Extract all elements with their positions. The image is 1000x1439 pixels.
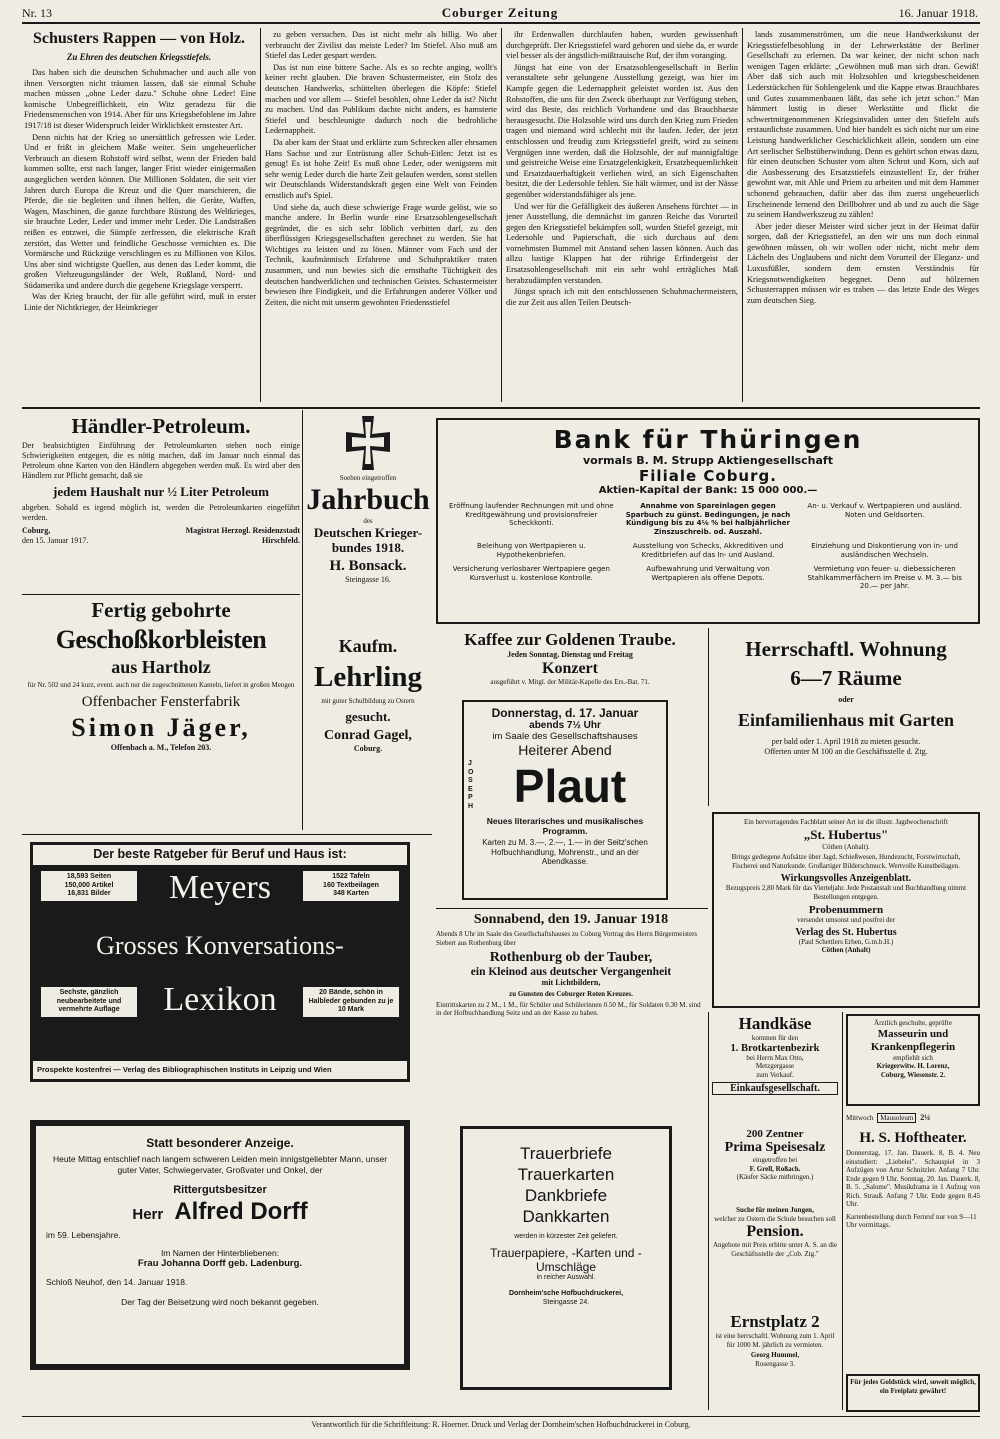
plaut-sub: Neues literarisches und musikalisches Programm.	[486, 816, 644, 836]
feldgrau-text: Für jedes Goldstück wird, soweit möglich, ein Freiplatz gewährt!	[850, 1378, 976, 1395]
meyers-stat-right: 1522 Tafeln	[332, 873, 370, 880]
lecture-date: Sonnabend, den 19. Januar 1918	[473, 912, 669, 927]
bank-service: Annahme von Spareinlagen gegen Sparbuch zu günst. Bedingungen, je nach Kündigung bis zu 4⅛ % bei halbjährlicher Zinszuschreib. od. Auszahl.	[625, 502, 791, 536]
hubertus-verlag: Verlag des St. Hubertus	[795, 926, 897, 938]
wohnung-l6: Offerten unter M 100 an die Geschäftsstelle d. Ztg.	[764, 747, 928, 756]
bank-service: Versicherung verlosbarer Wertpapiere gegen Kursverlust u. kostenlose Kontrolle.	[452, 565, 610, 582]
geschoss-l1: Fertig gebohrte	[91, 598, 231, 622]
ad-petroleum	[22, 414, 300, 594]
speisesalz-l5: (Käufer Säcke mitbringen.)	[736, 1173, 814, 1181]
wohnung-l5: per bald oder 1. April 1918 zu mieten gesucht.	[771, 737, 921, 746]
plaut-name: Plaut	[513, 760, 627, 812]
kaffee-konzert: Konzert	[542, 660, 598, 677]
ad-mausoleum	[846, 1108, 980, 1128]
kaffee-title: Kaffee zur Goldenen Traube.	[464, 630, 676, 649]
petroleum-body-1: Der beabsichtigten Einführung der Petroleumkarten stehen noch einige Schwierigkeiten entgegen, die es nötig machen, daß im Januar noch einmal das Petroleum ohne Karten von den Händlern abgegeben werden muß. Es wird aber den Händlern zur Pflicht gemacht, daß sie	[22, 441, 300, 480]
ad-geschoss	[22, 598, 300, 830]
meyers-header: Der beste Ratgeber für Beruf und Haus ist:	[93, 847, 347, 861]
bank-service: Beleihung von Wertpapieren u. Hypothekenbriefen.	[477, 542, 586, 559]
handkaese-l3: bei Herrn Max Otto,	[746, 1053, 804, 1062]
wohnung-l1: Herrschaftl. Wohnung	[745, 637, 947, 661]
lecture-title-2: ein Kleinod aus deutscher Vergangenheit	[470, 966, 672, 978]
article-col-4: lands zusammenströmen, um die neue Handwerkskunst der Kriegsstiefelbesohlung in der Lehrwerkstätte der Berliner Gesellschaft zu erlernen. Da war keiner, der nicht schon nach wenigen Tagen erklärte: „Gewöhnen muß man sich dran. Gewiß! Aber daß sich auch mit Holzsohlen und kriegsbescheidenen Lederstückchen für Sohlengelenk und die Kappe etwas Brauchbares und Gutes zusammenbauen läßt, das sehe ich jetzt schon." Man hämmert lustig in dieser Werkstätte und flickt die schwertmitgenommenen Kriegsinvaliden unter den Stiefeln aufs erstaunlichste zusammen. Und hier handelt es sich nicht nur um eine Leistung handwerklicher Geschicklichkeit allein, sondern um eine Art seelischer Selbstüberwindung. Denn es gehört schon etwas dazu, für einen deutschen Schuster vom alten Schrot und Korn, sich auf die Ausbesserung des Ersatzstiefels einzustellen! Er, der früher gewohnt war, mit Ahle und Priem zu arbeiten und mit dem Hammer schonend gebrauchen, dafür aber das ihm zuerst ungeheuerlich Erscheinende lernend den Drillbohrer und ab und zu auch die Säge zu seinem Handwerkszeug zu zählen! Aber jeder dieser Meister wird sicher jetzt in der Heimat dafür sorgen, daß der Kriegsstiefel, an den wir uns nun doch einmal gewöhnen müssen, ob wir wollen oder nicht, nicht mehr dem Lächeln des Unglaubens und nicht dem Vorurteil der Eleganz- und Luxusfüßler, sondern dem ernsten Verständnis für Kriegsnotwendigkeiten begegnet. Denn auf hölzernen Schusterrappen müssen wir es traben — das letzte Ende des Weges zum deutschen Sieg.	[747, 30, 979, 305]
death-name: Alfred Dorff	[174, 1198, 308, 1225]
theater-text: Donnerstag, 17. Jan. Dauerk. 8, B. 4. Neu einstudiert: „Liebelei". Schauspiel in 3 Aufzügen von Artur Schnitzler. Anfang 7 Uhr. Ende gegen 9 Uhr. Sonntag, 20. Jan. Dauerk. 8, B. 5. „Salome". Musikdrama in 1 Aufzug von Rich. Strauß. Anfang 7 Uhr. Ende gegen 8.45 Uhr.	[846, 1149, 980, 1208]
wohnung-l4: Einfamilienhaus mit Garten	[737, 710, 954, 730]
ad-kaffee	[436, 630, 704, 692]
death-l2: Im Namen der Hinterbliebenen:	[160, 1248, 280, 1258]
meyers-footer: Prospekte kostenfrei — Verlag des Bibliographischen Instituts in Leipzig und Wien	[37, 1065, 332, 1074]
petroleum-place: Coburg,	[22, 526, 51, 535]
article-col-2: zu geben versuchen. Das ist nicht mehr als billig. Wo aber verbraucht der Zivilist das meiste Leder? Im Stiefel. Also muß am Stiefel das Leder gespart werden. Das ist nun eine bittere Sache. Als es so rechte anging, wollt's keiner recht glauben. Die braven Schustermeister, ein Stolz des deutschen Handwerks, schüttelten überlegen die Köpfe: Stiefel machen und vor allem — Stiefel besohlen, ohne Leder da ist? Nicht zu machen. Und das Publikum dachte nicht anders, es hamsterte Stiefel und beschleunigte dadurch noch die bedrohliche Ledernappheit. Da aber kam der Staat und erklärte zum Schrecken aller ehrsamen Hans Sachse und zur Entrüstung aller Schuh-Eitlen: Jetzt ist es genug! Es ist hohe Zeit! Es muß ohne Leder, oder wenigstens mit sehr wenig Leder durch die harte Zeit gelaufen werden, sonst stellen wir Deutschlands Widerstandskraft gegen eine Welt von Feinden ernstlich auf's Spiel. Und siehe da, auch diese schwierige Frage wurde gelöst, wie so manche andere. In Berlin wurde eine Ersatzsohlengesellschaft gegründet, die es sich sehr löblich verbitten darf, zu den überflüssigen Kriegsgesellschaften gerechnet zu werden. Sie hat Wichtiges zu leisten und zu lösen. Männer vom Fach und der Technik, kaufmännisch Erfahrene und Schuhpraktiker traten zusammen, und nun bewies sich die ernsthafte Tüchtigkeit des deutschen handwerklichen und technischen Geistes. Schustermeister bewiesen ihre Findigkeit, und die Erfahrungen anderer Völker und Zeiten, die nicht mit unserm gewohnten Friedensstiefel	[265, 30, 497, 307]
bank-capital: Aktien-Kapital der Bank: 15 000 000.—	[598, 485, 818, 496]
plaut-tickets: Karten zu M. 3.—, 2.—, 1.— in der Seitz'schen Hofbuchhandlung, Mohrenstr., und an der Abendkasse.	[482, 838, 648, 866]
meyers-stat-right: 160 Textbeilagen	[323, 881, 379, 889]
geschoss-l7: Offenbach a. M., Telefon 203.	[110, 742, 212, 752]
hubertus-city: Cöthen (Anhalt)	[821, 946, 871, 954]
geschoss-l3: aus Hartholz	[111, 657, 211, 677]
jahrbuch-des: des	[363, 516, 373, 525]
trauer-l4: in reicher Auswahl.	[536, 1273, 596, 1281]
petroleum-emph: jedem Haushalt nur ½ Liter Petroleum	[53, 484, 269, 499]
hubertus-place: Cöthen (Anhalt).	[822, 842, 870, 851]
lecture-l5: Eintrittskarten zu 2 M., 1 M., für Schüler und Schülerinnen 0.50 M., für Soldaten 0.30 M. sind in der Hofbuchhandlung Seitz und an der Kasse zu haben.	[436, 1000, 701, 1017]
lecture-l3: mit Lichtbildern,	[541, 978, 601, 987]
iron-cross-icon	[342, 414, 394, 472]
hubertus-price: Bezugspreis 2,80 Mark für das Vierteljahr. Jede Postanstalt und Buchhandlung nimmt Bestellungen entgegen.	[725, 884, 967, 901]
ad-trauer	[460, 1126, 672, 1390]
lehrling-l1: Kaufm.	[338, 636, 398, 656]
death-herr: Herr	[132, 1206, 164, 1223]
ad-bank	[436, 418, 980, 624]
meyers-stat-left: 150,000 Artikel	[64, 881, 114, 889]
wohnung-l2: 6—7 Räume	[790, 666, 902, 690]
handkaese-l2: 1. Brotkartenbezirk	[730, 1042, 820, 1054]
ad-masseurin	[846, 1014, 980, 1106]
kaffee-days: Jeden Sonntag, Dienstag und Freitag	[507, 650, 633, 659]
ad-meyers	[30, 842, 410, 1082]
theater-title: H. S. Hoftheater.	[859, 1130, 967, 1146]
speisesalz-l2: Prima Speisesalz	[724, 1140, 826, 1155]
lehrling-l2: Lehrling	[314, 661, 422, 693]
masthead-title: Coburger Zeitung	[441, 5, 559, 20]
lehrling-l6: Coburg.	[353, 743, 383, 753]
jahrbuch-intro: Soeben eingetroffen	[339, 474, 397, 482]
ernstplatz-body: ist eine herrschaftl. Wohnung zum 1. April für 1000 M. jährlich zu vermieten.	[715, 1332, 835, 1349]
pension-l1: Suche für meinen Jungen,	[736, 1206, 814, 1214]
geschoss-l5: Offenbacher Fensterfabrik	[81, 693, 241, 710]
article-subhead: Zu Ehren des deutschen Kriegsstiefels.	[66, 52, 212, 62]
ad-hubertus	[712, 812, 980, 1008]
ad-plaut	[462, 700, 668, 900]
jahrbuch-title: Jahrbuch	[306, 482, 430, 516]
handkaese-title: Handkäse	[738, 1014, 812, 1033]
ad-jahrbuch	[306, 414, 430, 614]
masseurin-l1: Ärztlich geschulte, geprüfte	[874, 1019, 952, 1027]
bank-service: Einziehung und Diskontierung von in- und ausländischen Wechseln.	[811, 542, 959, 559]
lecture-l2: Abends 8 Uhr im Saale des Gesellschaftshauses zu Coburg Vortrag des Herrn Bürgermeisters Siebert aus Rothenburg über	[436, 930, 698, 947]
mausoleum-time: 2¼	[920, 1113, 931, 1122]
masseurin-l3: empfiehlt sich	[893, 1053, 933, 1062]
hubertus-body: Brings gediegene Aufsätze über Jagd, Schießwesen, Hundezucht, Forstwirtschaft, Fischerei und Naturkunde. Großartiger Bilderschmuck. Wertvolle Kunstbeilagen.	[731, 853, 961, 870]
bank-sub-2: Filiale Coburg.	[639, 467, 777, 485]
petroleum-title: Händler-Petroleum.	[71, 414, 251, 438]
bank-service: An- u. Verkauf v. Wertpapieren und ausländ. Noten und Geldsorten.	[807, 502, 962, 519]
mausoleum-label: Mausoleum	[877, 1113, 916, 1124]
ad-death-notice	[30, 1120, 410, 1370]
masseurin-l2: Masseurin und Krankenpflegerin	[870, 1027, 956, 1053]
plaut-venue: im Saale des Gesellschaftshauses	[492, 731, 638, 742]
bank-service: Vermietung von feuer- u. diebessicheren Stahlkammerfächern im Preise v. M. 3.— bis 20.— per Jahr.	[807, 565, 962, 590]
plaut-show: Heiterer Abend	[518, 742, 612, 758]
article-col-3: ihr Erdenwallen durchlaufen haben, wurden gewissenhaft durchgeprüft. Der Kriegsstiefel ward geboren und siehe da, er wurde viel besser als der ängstlich-mißtrauische Ruf, der ihm voranging. Jüngst hat eine von der Ersatzsohlengesellschaft in Berlin veranstaltete sehr gelungene Ausstellung gezeigt, was hier im Kampfe gegen die Ledernappheit geleistet worden ist. Aus den Rohstoffen, die uns für den Zweck überhaupt zur Verfügung stehen, wird das Beste, das reichlich Vorhandene und das Brauchbarste herausgesucht. Die Holzsohle wird uns durch den Krieg zum Frieden tragen und niemand wird schlecht mit ihr laufen. Jeder, der jetzt entschlossen und freudig zum Kriegsstiefel greift, wird zu seinem Vergnügen inne werden, daß die Holzsohle, der auf mannigfaltige und geistreiche Weise eine Ersatzgelenkigkeit, Ersatzbequemlichkeit und Ersatzdauerhaftigkeit verliehen wird, an sich Eigenschaften besitzt, die der Ledersohle fehlen. Sie hält wärmer, und ist der Nässe gegenüber widerstandsfähiger als jene. Und wer für die Gefälligkeit des äußeren Ansehens fürchtet — in jener Ausstellung, die demnächst im ganzen Reiche das Vorurteil gegen den Kriegsstiefel bekämpfen soll, wurden Stiefel gezeigt, mit Ledersohle und Papierschaft, die sich durchaus auf dem vornehmsten Bummel mit Anstand sehen lassen können. Auch das allzu lustige Klappen hat der rührige Erfindergeist der Ersatzsohlengesellschaft mit ein sehr wohl erträgliches Maß herabzudämpfen verstanden. Jüngst sprach ich mit den entschlossenen Schuhmachermeistern, die zur Zeit aus allen Teilen Deutsch-	[506, 30, 738, 307]
speisesalz-l1: 200 Zentner	[746, 1128, 804, 1140]
hubertus-proben-2: versendet umsonst und postfrei der	[797, 916, 895, 924]
trauer-line: Dankbriefe	[524, 1186, 608, 1205]
lecture-l4: zu Gunsten des Coburger Roten Kreuzes.	[509, 990, 633, 998]
mausoleum-day: Mittwoch	[846, 1113, 874, 1122]
page-footer: Verantwortlich für die Schriftleitung: R. Hoerner. Druck und Verlag der Dornheim'schen Hofbuchdruckerei in Coburg.	[311, 1420, 691, 1429]
jahrbuch-seller: H. Bonsack.	[329, 558, 407, 574]
meyers-name-1: Meyers	[169, 869, 271, 906]
trauer-l6: Steingasse 24.	[542, 1298, 590, 1306]
hubertus-anz: Wirkungsvolles Anzeigenblatt.	[780, 873, 912, 884]
ad-ernstplatz	[712, 1312, 838, 1412]
meyers-stat-right: 348 Karten	[333, 890, 369, 897]
trauer-line: Trauerbriefe	[520, 1144, 612, 1163]
hubertus-proben: Probenummern	[808, 904, 884, 916]
geschoss-l2: Geschoßkorbleisten	[55, 625, 267, 654]
petroleum-sign: Hirschfeld.	[262, 536, 300, 545]
death-l1: Heute Mittag entschlief nach langem schweren Leiden mein innigstgeliebter Mann, unser guter Vater, Schwiegervater, Großvater und Onkel, der	[52, 1154, 388, 1175]
plaut-first: JOSEPH	[468, 760, 474, 810]
bank-service: Eröffnung laufender Rechnungen mit und ohne Kreditgewährung und provisionsfreier Scheckkonti.	[449, 502, 614, 527]
issue-date: 16. Januar 1918.	[898, 6, 978, 20]
plaut-time: abends 7½ Uhr	[529, 720, 601, 731]
geschoss-l6: Simon Jäger,	[71, 712, 251, 742]
ad-pension	[712, 1206, 838, 1310]
handkaese-l1: kommen für den	[751, 1034, 799, 1042]
speisesalz-l3: eingetroffen bei	[752, 1156, 798, 1164]
death-place: Schloß Neuhof, den 14. Januar 1918.	[46, 1277, 188, 1287]
issue-number: Nr. 13	[22, 6, 52, 20]
meyers-right-note: 20 Bände, schön in Halbleder gebunden zu je 10 Mark	[308, 989, 394, 1013]
jahrbuch-street: Steingasse 16.	[345, 575, 391, 584]
article-headline: Schusters Rappen — von Holz.	[32, 30, 246, 47]
trauer-l2: werden in kürzester Zeit geliefert.	[514, 1233, 618, 1240]
meyers-stat-left: 18,593 Seiten	[66, 873, 112, 880]
death-widow: Frau Johanna Dorff geb. Ladenburg.	[137, 1258, 303, 1269]
death-age: im 59. Lebensjahre.	[46, 1230, 121, 1240]
bank-title: Bank für Thüringen	[553, 425, 863, 454]
petroleum-date: den 15. Januar 1917.	[22, 536, 89, 545]
trauer-l3: Trauerpapiere, -Karten und -Umschläge	[490, 1245, 642, 1274]
lecture-title: Rothenburg ob der Tauber,	[489, 950, 653, 965]
handkaese-l4: Metzgergasse	[755, 1062, 795, 1070]
kaffee-by: ausgeführt v. Mitgl. der Militär-Kapelle des Ers.-Bat. 71.	[490, 678, 650, 686]
meyers-name-2: Grosses Konversations-	[96, 931, 344, 960]
petroleum-body-2: abgeben. Sobald es irgend möglich ist, werden die Petroleumkarten eingeführt werden.	[22, 503, 300, 522]
meyers-left-note: Sechste, gänzlich neubearbeitete und vermehrte Auflage	[56, 989, 122, 1013]
hubertus-verlag-2: (Paul Schettlers Erben, G.m.b.H.)	[798, 937, 894, 946]
ad-handkaese	[712, 1014, 838, 1114]
theater-note: Kartenbestellung durch Fernruf nur von 9—11 Uhr vormittags.	[846, 1212, 977, 1229]
death-title: Statt besonderer Anzeige.	[146, 1136, 294, 1150]
bank-service: Aufbewahrung und Verwaltung von Wertpapieren als offene Depots.	[646, 565, 770, 582]
handkaese-l5: zum Verkauf.	[756, 1070, 794, 1079]
ad-wohnung	[712, 634, 980, 804]
ernstplatz-title: Ernstplatz 2	[730, 1312, 820, 1331]
ad-feldgrau	[846, 1374, 980, 1412]
lehrling-l3: mit guter Schulbildung zu Ostern	[321, 697, 415, 705]
ad-lecture	[436, 912, 706, 1056]
masseurin-l5: Coburg, Wiesenstr. 2.	[880, 1070, 946, 1079]
meyers-name-3: Lexikon	[163, 981, 277, 1018]
petroleum-office: Magistrat Herzogl. Residenzstadt	[185, 526, 300, 535]
wohnung-l3: oder	[838, 695, 854, 704]
pension-l3: Pension.	[746, 1223, 804, 1240]
ad-speisesalz	[712, 1128, 838, 1202]
hubertus-title: „St. Hubertus"	[803, 826, 889, 842]
plaut-date: Donnerstag, d. 17. Januar	[491, 706, 639, 720]
ernstplatz-sign: Georg Hummel,	[750, 1351, 800, 1359]
death-rank: Rittergutsbesitzer	[173, 1184, 267, 1196]
death-l3: Der Tag der Beisetzung wird noch bekannt gegeben.	[121, 1297, 319, 1307]
ad-theater	[846, 1130, 980, 1316]
lehrling-l5: Conrad Gagel,	[324, 727, 412, 743]
masseurin-l4: Kriegerwitw. H. Lorenz,	[876, 1062, 950, 1070]
ad-lehrling	[306, 636, 430, 826]
pension-l2: welcher zu Ostern die Schule besuchen soll	[714, 1214, 836, 1223]
speisesalz-l4: F. Grell, Roßach.	[749, 1164, 801, 1173]
trauer-line: Dankkarten	[522, 1207, 610, 1226]
article-col-1: Das haben sich die deutschen Schuhmacher und auch alle von ihnen Versorgten nicht träumen lassen, daß sie einmal Schuhe machen müssen „ohne Leder dazu." Schuhe ohne Leder! Eine komische Unbegreiflichkeit, ein Witz geradezu für die Friedensmenschen von 1914. Aber für uns Kriegsbefohlene im Jahre 1917/18 ist dieser Widerspruch leider Wirklichkeit ernstester Art. Denn nichts hat der Krieg so unersättlich gefressen wie Leder. Und er frißt in gleichem Maße weiter. Sein ungeheuerlicher Verbrauch an diesem Rohstoff wird selbst, wenn der Frieden bald kommen sollte, erst nach langer, langer Frist wieder einigermaßen ausgeglichen werden können. Die Millionen Soldaten, die seit vier Jahren durch Europa die Kreuz und die Quer marschieren, die Pferde, die sie begleiten und ihnen helfen, die Geräte, Waffen, Wagen, Maschinen, die ganze furchtbare Rüstung des Weltkrieges, sie brauchte Leder, Leder und immer mehr Leder. Die Landstraßen reißen es entzwei, die Sümpfe zerfressen, die elektrische Kraft zerstört, das Wetter und feindliche Geschosse vernichten es. Die Vormärsche und Rückzüge verschlingen es zu Millionen von Kilos. Uns aber sind wichtigste Quellen, aus denen das Leder kommt, die großen Viehzeugungsländer der Welt, Rußland, Nord- und Südamerika und andere durch die gegebene Kriegslage versperrt. Was der Krieg braucht, der für alle geführt wird, muß in erster Linie der Nichtkrieger, der Heimkrieger	[24, 68, 256, 313]
handkaese-l6: Einkaufsgesellschaft.	[712, 1082, 838, 1095]
ernstplatz-street: Rosengasse 3.	[755, 1359, 795, 1368]
hubertus-intro: Ein hervorragendes Fachblatt seiner Art ist die illustr. Jagdwochenschrift	[744, 818, 948, 826]
bank-service: Ausstellung von Schecks, Akkreditiven und Kreditbriefen auf das In- und Ausland.	[632, 542, 784, 559]
jahrbuch-name: Deutschen Krieger-bundes 1918.	[313, 525, 423, 555]
geschoss-l4: für Nr. 502 und 24 kurz, event. auch nur die zugeschnittenen Kanteln, liefert in großen Mengen	[27, 681, 295, 689]
meyers-stat-left: 16,831 Bilder	[67, 890, 111, 897]
lehrling-l4: gesucht.	[345, 708, 391, 724]
pension-l4: Angebote mit Preis erbitte unter A. S. an die Geschäftsstelle der „Cob. Ztg."	[712, 1241, 838, 1258]
trauer-line: Trauerkarten	[517, 1165, 615, 1184]
bank-sub-1: vormals B. M. Strupp Aktiengesellschaft	[583, 454, 833, 467]
trauer-l5: Dornheim'sche Hofbuchdruckerei,	[508, 1290, 624, 1297]
